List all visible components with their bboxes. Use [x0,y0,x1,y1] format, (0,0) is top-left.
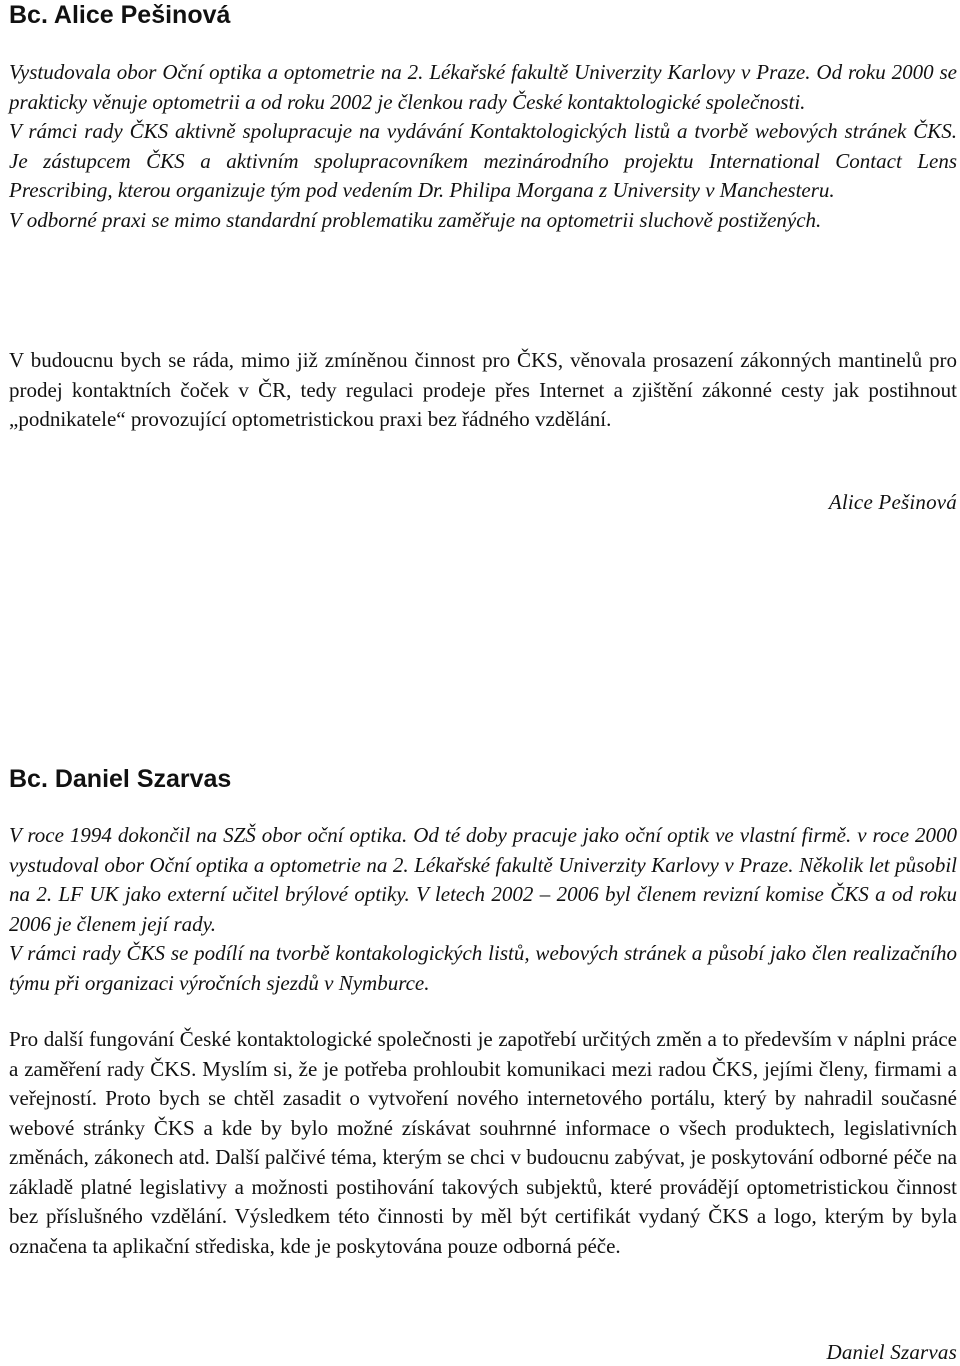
bio-alice-paragraph-2: V rámci rady ČKS aktivně spolupracuje na vydávání Kontaktologických listů a tvorbě webových stránek ČKS. Je zástupcem ČKS a aktivním spolupracovníkem mezinárodního projektu International Contact Lens Prescribing, kterou organizuje tým pod vedením Dr. Philipa Morgana z University v Manchesteru. [9,119,957,202]
bio-alice [9,58,957,235]
bio-daniel [9,821,957,998]
bio-alice-paragraph-1: Vystudovala obor Oční optika a optometrie na 2. Lékařské fakultě Univerzity Karlovy v Praze. Od roku 2000 se prakticky věnuje optometrii a od roku 2002 je členkou rady České kontaktologické společnosti. [9,60,957,114]
bio-daniel-paragraph-1: V roce 1994 dokončil na SZŠ obor oční optika. Od té doby pracuje jako oční optik ve vlastní firmě. v roce 2000 vystudoval obor Oční optika a optometrie na 2. Lékařské fakultě Univerzity Karlovy v Praze. Několik let působil na 2. LF UK jako externí učitel brýlové optiky. V letech 2002 – 2006 byl členem revizní komise ČKS a od roku 2006 je členem její rady. [9,823,957,936]
bio-alice-paragraph-3: V odborné praxi se mimo standardní problematiku zaměřuje na optometrii sluchově postižených. [9,207,822,232]
signature-alice: Alice Pešinová [828,490,957,514]
heading-alice-pesinova: Bc. Alice Pešinová [9,1,231,29]
signature-daniel: Daniel Szarvas [826,1340,957,1364]
statement-alice: V budoucnu bych se ráda, mimo již zmíněnou činnost pro ČKS, věnovala prosazení zákonných mantinelů pro prodej kontaktních čoček v ČR, tedy regulaci prodeje přes Internet a zjištění zákonné cesty jak postihnout „podnikatele“ provozující optometristickou praxi bez řádného vzdělání. [9,348,957,431]
statement-daniel: Pro další fungování České kontaktologické společnosti je zapotřebí určitých změn a to především v náplni práce a zaměření rady ČKS. Myslím si, že je potřeba prohloubit komunikaci mezi radou ČKS, jejími členy, firmami a veřejností. Proto bych se chtěl zasadit o vytvoření nového internetového portálu, který by nahradil současné webové stránky ČKS a kde by bylo možné získávat souhrnné informace o všech produktech, legislativních změnách, zákonech atd. Další palčivé téma, kterým se chci v budoucnu zabývat, je poskytování odborné péče na základě platné legislativy a možnosti postihování takových subjektů, které provádějí optometristickou činnost bez příslušného vzdělání. Výsledkem této činnosti by měl být certifikát vydaný ČKS a logo, kterým by byla označena ta aplikační střediska, kde je poskytována pouze odborná péče. [9,1027,957,1258]
heading-daniel-szarvas: Bc. Daniel Szarvas [9,765,232,793]
bio-daniel-paragraph-2: V rámci rady ČKS se podílí na tvorbě kontakologických listů, webových stránek a působí jako člen realizačního týmu při organizaci výročních sjezdů v Nymburce. [9,941,957,995]
